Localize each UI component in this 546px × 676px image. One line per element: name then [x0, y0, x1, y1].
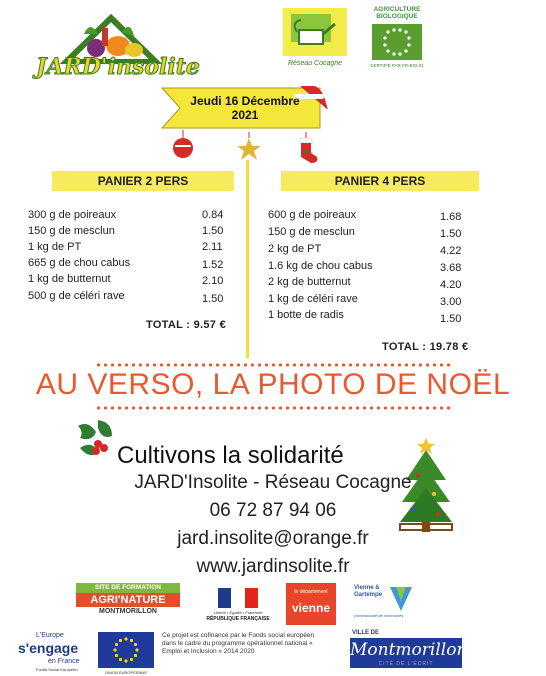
christmas-stocking-icon	[296, 132, 320, 164]
montmorillon-banner	[350, 638, 468, 668]
list-item-price: 4.22	[440, 245, 462, 257]
list-item: 1 kg de céléri rave	[268, 293, 358, 305]
list-item: 2 kg de butternut	[268, 276, 351, 288]
vienne-small: le département	[294, 589, 328, 595]
montmorillon-name: Montmorillon	[350, 640, 468, 660]
date-year: 2021	[231, 108, 259, 122]
watering-can-icon	[279, 6, 351, 60]
list-item: 150 g de mesclun	[268, 226, 355, 238]
panier-2-header: PANIER 2 PERS	[52, 171, 234, 191]
date-text	[160, 94, 330, 122]
vienne-label: vienne	[291, 601, 330, 615]
list-item: 2 kg de PT	[268, 243, 322, 255]
list-item-price: 3.68	[440, 262, 462, 274]
panier-4-total: TOTAL : 19.78 €	[382, 341, 469, 353]
republique-francaise-logo	[200, 588, 276, 628]
list-item: 1 kg de butternut	[28, 273, 111, 285]
vg-title: Vienne & Gartempe	[354, 585, 383, 598]
list-item-price: 2.10	[202, 275, 224, 287]
agrinature-logo	[76, 583, 180, 621]
list-item-price: 0.84	[202, 209, 224, 221]
list-item-price: 1.50	[440, 313, 462, 325]
jard-insolite-logo-text: JARD'insolite	[36, 54, 200, 80]
list-item: 300 g de poireaux	[28, 209, 117, 221]
agrinature-top: SITE DE FORMATION	[76, 583, 180, 593]
list-item: 665 g de chou cabus	[28, 257, 131, 269]
list-item-price: 1.50	[202, 293, 224, 305]
website-link[interactable]: www.jardinsolite.fr	[196, 556, 350, 577]
europe-top: L'Europe	[36, 632, 64, 639]
europe-sub: en France	[48, 658, 80, 665]
phone-number: 06 72 87 94 06	[209, 500, 337, 521]
vienne-gartempe-logo	[354, 585, 412, 625]
star-ornament-icon	[236, 132, 262, 162]
panier-2-total: TOTAL : 9.57 €	[146, 319, 227, 331]
organization-name: JARD'Insolite - Réseau Cocagne	[134, 472, 412, 493]
list-item-price: 1.52	[202, 259, 224, 271]
reseau-cocagne-logo	[279, 6, 351, 70]
agriculture-biologique-logo	[368, 6, 426, 70]
rf-text: RÉPUBLIQUE FRANÇAISE	[206, 616, 270, 622]
ville-de: VILLE DE	[352, 630, 380, 636]
marianne-flag-icon	[218, 588, 258, 608]
agrinature-name: AGRI'NATURE	[76, 593, 180, 607]
dotted-divider-top	[95, 363, 453, 367]
verso-heading: AU VERSO, LA PHOTO DE NOËL	[35, 368, 511, 401]
ornament-ball-icon	[172, 130, 194, 160]
slogan: Cultivons la solidarité	[117, 442, 344, 469]
vg-v-icon	[390, 587, 412, 611]
ab-label: AGRICULTURE BIOLOGIQUE	[373, 6, 421, 20]
ab-certification: CERTIFIÉ PAR FR-BIO-01	[370, 63, 424, 68]
list-item-price: 2.11	[202, 241, 223, 253]
dotted-divider-bottom	[95, 406, 453, 410]
list-item-price: 4.20	[440, 279, 462, 291]
list-item-price: 3.00	[440, 296, 462, 308]
list-item: 600 g de poireaux	[268, 209, 357, 221]
agrinature-city: MONTMORILLON	[99, 608, 157, 615]
ue-caption: UNION EUROPÉENNE	[104, 670, 147, 675]
reseau-cocagne-caption: Réseau Cocagne	[287, 60, 343, 67]
holly-icon	[74, 418, 120, 466]
cite-ecrit: CITÉ DE L'ÉCRIT	[378, 661, 434, 667]
ville-montmorillon-logo	[350, 630, 468, 672]
panier-4-header: PANIER 4 PERS	[281, 171, 479, 191]
column-divider	[246, 160, 249, 358]
date-day: Jeudi 16 Décembre	[190, 94, 300, 108]
list-item-price: 1.68	[440, 211, 462, 223]
eu-organic-leaf-icon	[372, 24, 422, 60]
list-item-price: 1.50	[440, 228, 462, 240]
list-item: 1.6 kg de chou cabus	[268, 260, 373, 272]
jard-insolite-logo	[36, 14, 200, 80]
union-europeenne-logo	[98, 632, 154, 676]
europe-main: s'engage	[18, 640, 79, 656]
list-item: 150 g de mesclun	[28, 225, 115, 237]
list-item: 1 botte de radis	[268, 309, 344, 321]
email-address[interactable]: jard.insolite@orange.fr	[177, 528, 369, 549]
eu-flag-icon	[98, 632, 154, 668]
europe-sengage-logo	[18, 632, 88, 676]
vg-sub: communauté de communes	[354, 613, 404, 618]
europe-fund: Fonds Social Européen	[36, 667, 78, 672]
list-item: 1 kg de PT	[28, 241, 82, 253]
rf-motto: Liberté • Égalité • Fraternité	[213, 610, 263, 615]
fse-funding-note: Ce projet est cofinancé par le Fonds social européen dans le cadre du programme opérationnel national « Emploi et Inclusion » 2014 2020	[162, 632, 315, 655]
list-item: 500 g de céléri rave	[28, 290, 125, 302]
date-banner	[160, 86, 330, 130]
list-item-price: 1.50	[202, 225, 224, 237]
vienne-departement-logo	[286, 583, 336, 625]
